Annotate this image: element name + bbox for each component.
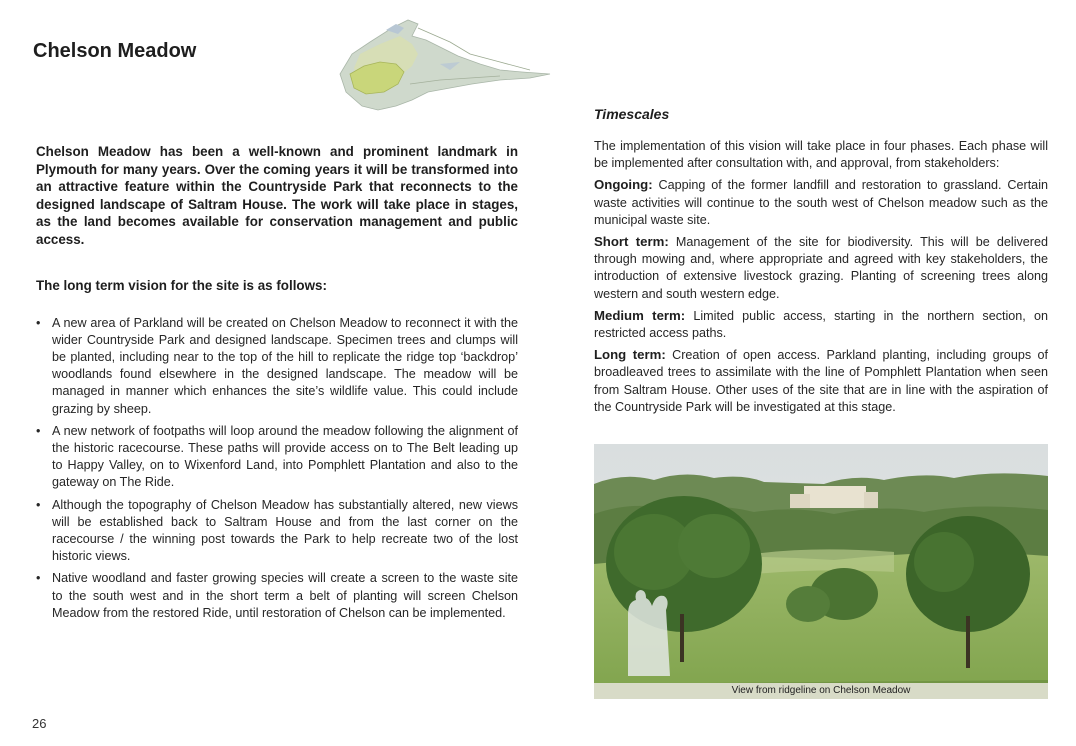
- phase-long-term: Long term: Creation of open access. Parkland planting, including groups of broadleaved trees to assimilate with the line of Pomphlett Plantation when seen from Saltram House. Other uses of the site that are in line with the aspiration of the Countryside Park will be investigated at this stage.: [594, 347, 1048, 414]
- phase-short-term: Short term: Management of the site for biodiversity. This will be delivered through mowing and, where appropriate and agreed with key stakeholders, the introduction of extensive livestock grazing. Planting of screening trees along western and south western edge.: [594, 234, 1048, 301]
- intro-paragraph: Chelson Meadow has been a well-known and prominent landmark in Plymouth for many years. Over the coming years it will be transformed into an attractive feature within the Countryside Park that reconnects to the designed landscape of Saltram House. The work will take place in stages, as the land becomes available for conservation management and public access.: [36, 144, 518, 247]
- bullet-marker: •: [36, 423, 41, 438]
- landscape-illustration: [594, 444, 1048, 699]
- list-item: • A new area of Parkland will be created on Chelson Meadow to reconnect it with the wider Countryside Park and designed landscape. Specimen trees and clumps will be planted, including near to the top of the hill to replicate the ridge top ‘backdrop’ woodlands found elsewhere in the designed landscape. The meadow will be managed in manner which enhances the site’s wildlife value. This could include grazing by sheep.: [36, 315, 518, 416]
- bullet-marker: •: [36, 315, 41, 330]
- list-item: • Although the topography of Chelson Meadow has substantially altered, new views will be established back to Saltram House and from the last corner on the racecourse / the winning post towards the Park to help recreate two of the lost historic views.: [36, 497, 518, 564]
- timescales-intro: The implementation of this vision will take place in four phases. Each phase will be implemented after consultation with, and approval, from stakeholders:: [594, 139, 1048, 171]
- right-column: [594, 106, 1048, 416]
- page-number: 26: [32, 716, 47, 731]
- list-item: • A new network of footpaths will loop around the meadow following the alignment of the historic racecourse. These paths will provide access on to The Belt leading up to Happy Valley, on to Wixenford Land, into Pomphlett Plantation and also to the gateway on The Ride.: [36, 423, 518, 490]
- photo-caption: View from ridgeline on Chelson Meadow: [594, 683, 1048, 699]
- phase-medium-term: Medium term: Limited public access, starting in the northern section, on restricted access paths.: [594, 307, 1048, 341]
- left-column: [36, 143, 518, 627]
- phase-ongoing: Ongoing: Capping of the former landfill and restoration to grassland. Certain waste activities will continue to the south west of Chelson meadow such as the municipal waste site.: [594, 177, 1048, 227]
- page-title: Chelson Meadow: [33, 40, 197, 62]
- vision-list: [36, 315, 518, 622]
- bullet-marker: •: [36, 497, 41, 512]
- list-item: • Native woodland and faster growing species will create a screen to the waste site to the south west and in the short term a belt of planting will screen Chelson Meadow from the restored Ride, until restoration of Chelson can be implemented.: [36, 571, 518, 620]
- location-map: [300, 14, 556, 114]
- vision-heading: The long term vision for the site is as follows:: [36, 277, 327, 293]
- timescales-heading: Timescales: [594, 106, 670, 122]
- bullet-marker: •: [36, 571, 41, 586]
- landscape-photo: [594, 444, 1048, 699]
